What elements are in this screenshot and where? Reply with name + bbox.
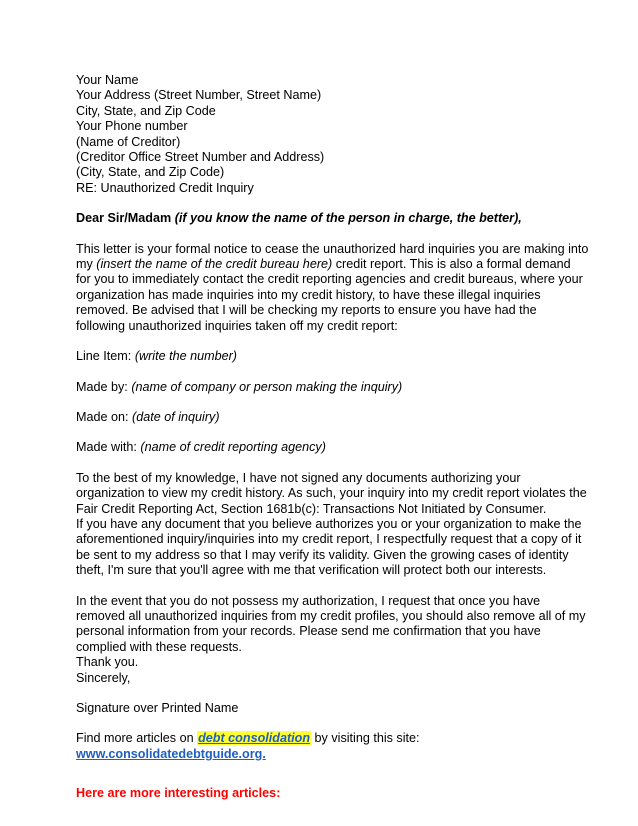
- paragraph-line: organization has made inquiries into my credit history, to have these illegal inquiries: [76, 287, 541, 302]
- paragraph-notice: [76, 241, 589, 334]
- sender-recipient-block: [76, 73, 576, 196]
- field-hint: (name of credit reporting agency): [140, 440, 326, 455]
- letter-body: [76, 73, 589, 802]
- paragraph-line: following unauthorized inquiries taken off my credit report:: [76, 318, 398, 333]
- paragraph-line: organization to view my credit history. As such, your inquiry into my credit report violates the: [76, 486, 587, 501]
- paragraph-line: be sent to my address so that I may verify its validity. Given the growing cases of identity: [76, 547, 569, 562]
- header-line: (Creditor Office Street Number and Address): [76, 150, 325, 165]
- salutation-note: (if you know the name of the person in charge, the better),: [174, 211, 522, 226]
- paragraph-line: This letter is your formal notice to cease the unauthorized hard inquiries you are making into: [76, 241, 589, 256]
- field-made-by: [76, 380, 576, 395]
- placeholder-text: (insert the name of the credit bureau here): [96, 257, 333, 272]
- field-hint: (name of company or person making the inquiry): [131, 379, 403, 394]
- salutation: [76, 211, 576, 226]
- thank-you-line: Thank you.: [76, 655, 139, 670]
- sign-off-line: Sincerely,: [76, 670, 131, 685]
- paragraph-line: removed. Be advised that I will be checking my reports to ensure you have had the: [76, 303, 537, 318]
- header-line: Your Address (Street Number, Street Name): [76, 88, 322, 103]
- field-label: Made by:: [76, 379, 132, 394]
- salutation-main: Dear Sir/Madam: [76, 211, 175, 226]
- paragraph-line: personal information from your records. Please send me confirmation that you have: [76, 624, 541, 639]
- footer-prefix: Find more articles on: [76, 731, 198, 746]
- field-label: Made on:: [76, 409, 133, 424]
- paragraph-line: Fair Credit Reporting Act, Section 1681b(c): Transactions Not Initiated by Consumer.: [76, 501, 547, 516]
- debt-consolidation-link[interactable]: debt consolidation: [198, 731, 311, 746]
- paragraph-line: removed all unauthorized inquiries from my credit profiles, you should also remove all of my: [76, 608, 586, 623]
- header-line: Your Phone number: [76, 119, 188, 134]
- paragraph-line: theft, I'm sure that you'll agree with me that verification will protect both our interests.: [76, 563, 547, 578]
- paragraph-knowledge: [76, 470, 587, 579]
- field-hint: (write the number): [134, 349, 237, 364]
- header-line: (Name of Creditor): [76, 134, 181, 149]
- paragraph-line: complied with these requests.: [76, 639, 242, 654]
- paragraph-line: If you have any document that you believe authorizes you or your organization to make the: [76, 516, 582, 531]
- header-line: Your Name: [76, 73, 139, 87]
- paragraph-line: for you to immediately contact the credit reporting agencies and credit bureaus, where your: [76, 272, 583, 287]
- field-label: Line Item:: [76, 349, 135, 364]
- field-made-with: [76, 440, 576, 455]
- field-made-on: [76, 410, 576, 425]
- text-run: my: [76, 257, 97, 272]
- text-run: credit report. This is also a formal demand: [332, 257, 571, 272]
- paragraph-line: To the best of my knowledge, I have not signed any documents authorizing your: [76, 470, 521, 485]
- field-label: Made with:: [76, 440, 141, 455]
- signature-line: Signature over Printed Name: [76, 701, 239, 715]
- paragraph-line: [76, 257, 576, 272]
- footer-articles-line: [76, 731, 576, 746]
- header-line: City, State, and Zip Code: [76, 103, 216, 118]
- more-articles-heading: Here are more interesting articles:: [76, 786, 281, 801]
- paragraph-line: In the event that you do not possess my authorization, I request that once you have: [76, 593, 541, 608]
- footer-suffix: by visiting this site:: [311, 731, 420, 746]
- header-line: (City, State, and Zip Code): [76, 165, 225, 180]
- site-url-link[interactable]: www.consolidatedebtguide.org.: [76, 746, 266, 761]
- field-line-item: [76, 349, 576, 364]
- field-hint: (date of inquiry): [132, 409, 220, 424]
- subject-line: RE: Unauthorized Credit Inquiry: [76, 180, 254, 195]
- paragraph-closing: [76, 593, 586, 686]
- paragraph-line: aforementioned inquiry/inquiries into my credit report, I respectfully request that a copy of it: [76, 532, 582, 547]
